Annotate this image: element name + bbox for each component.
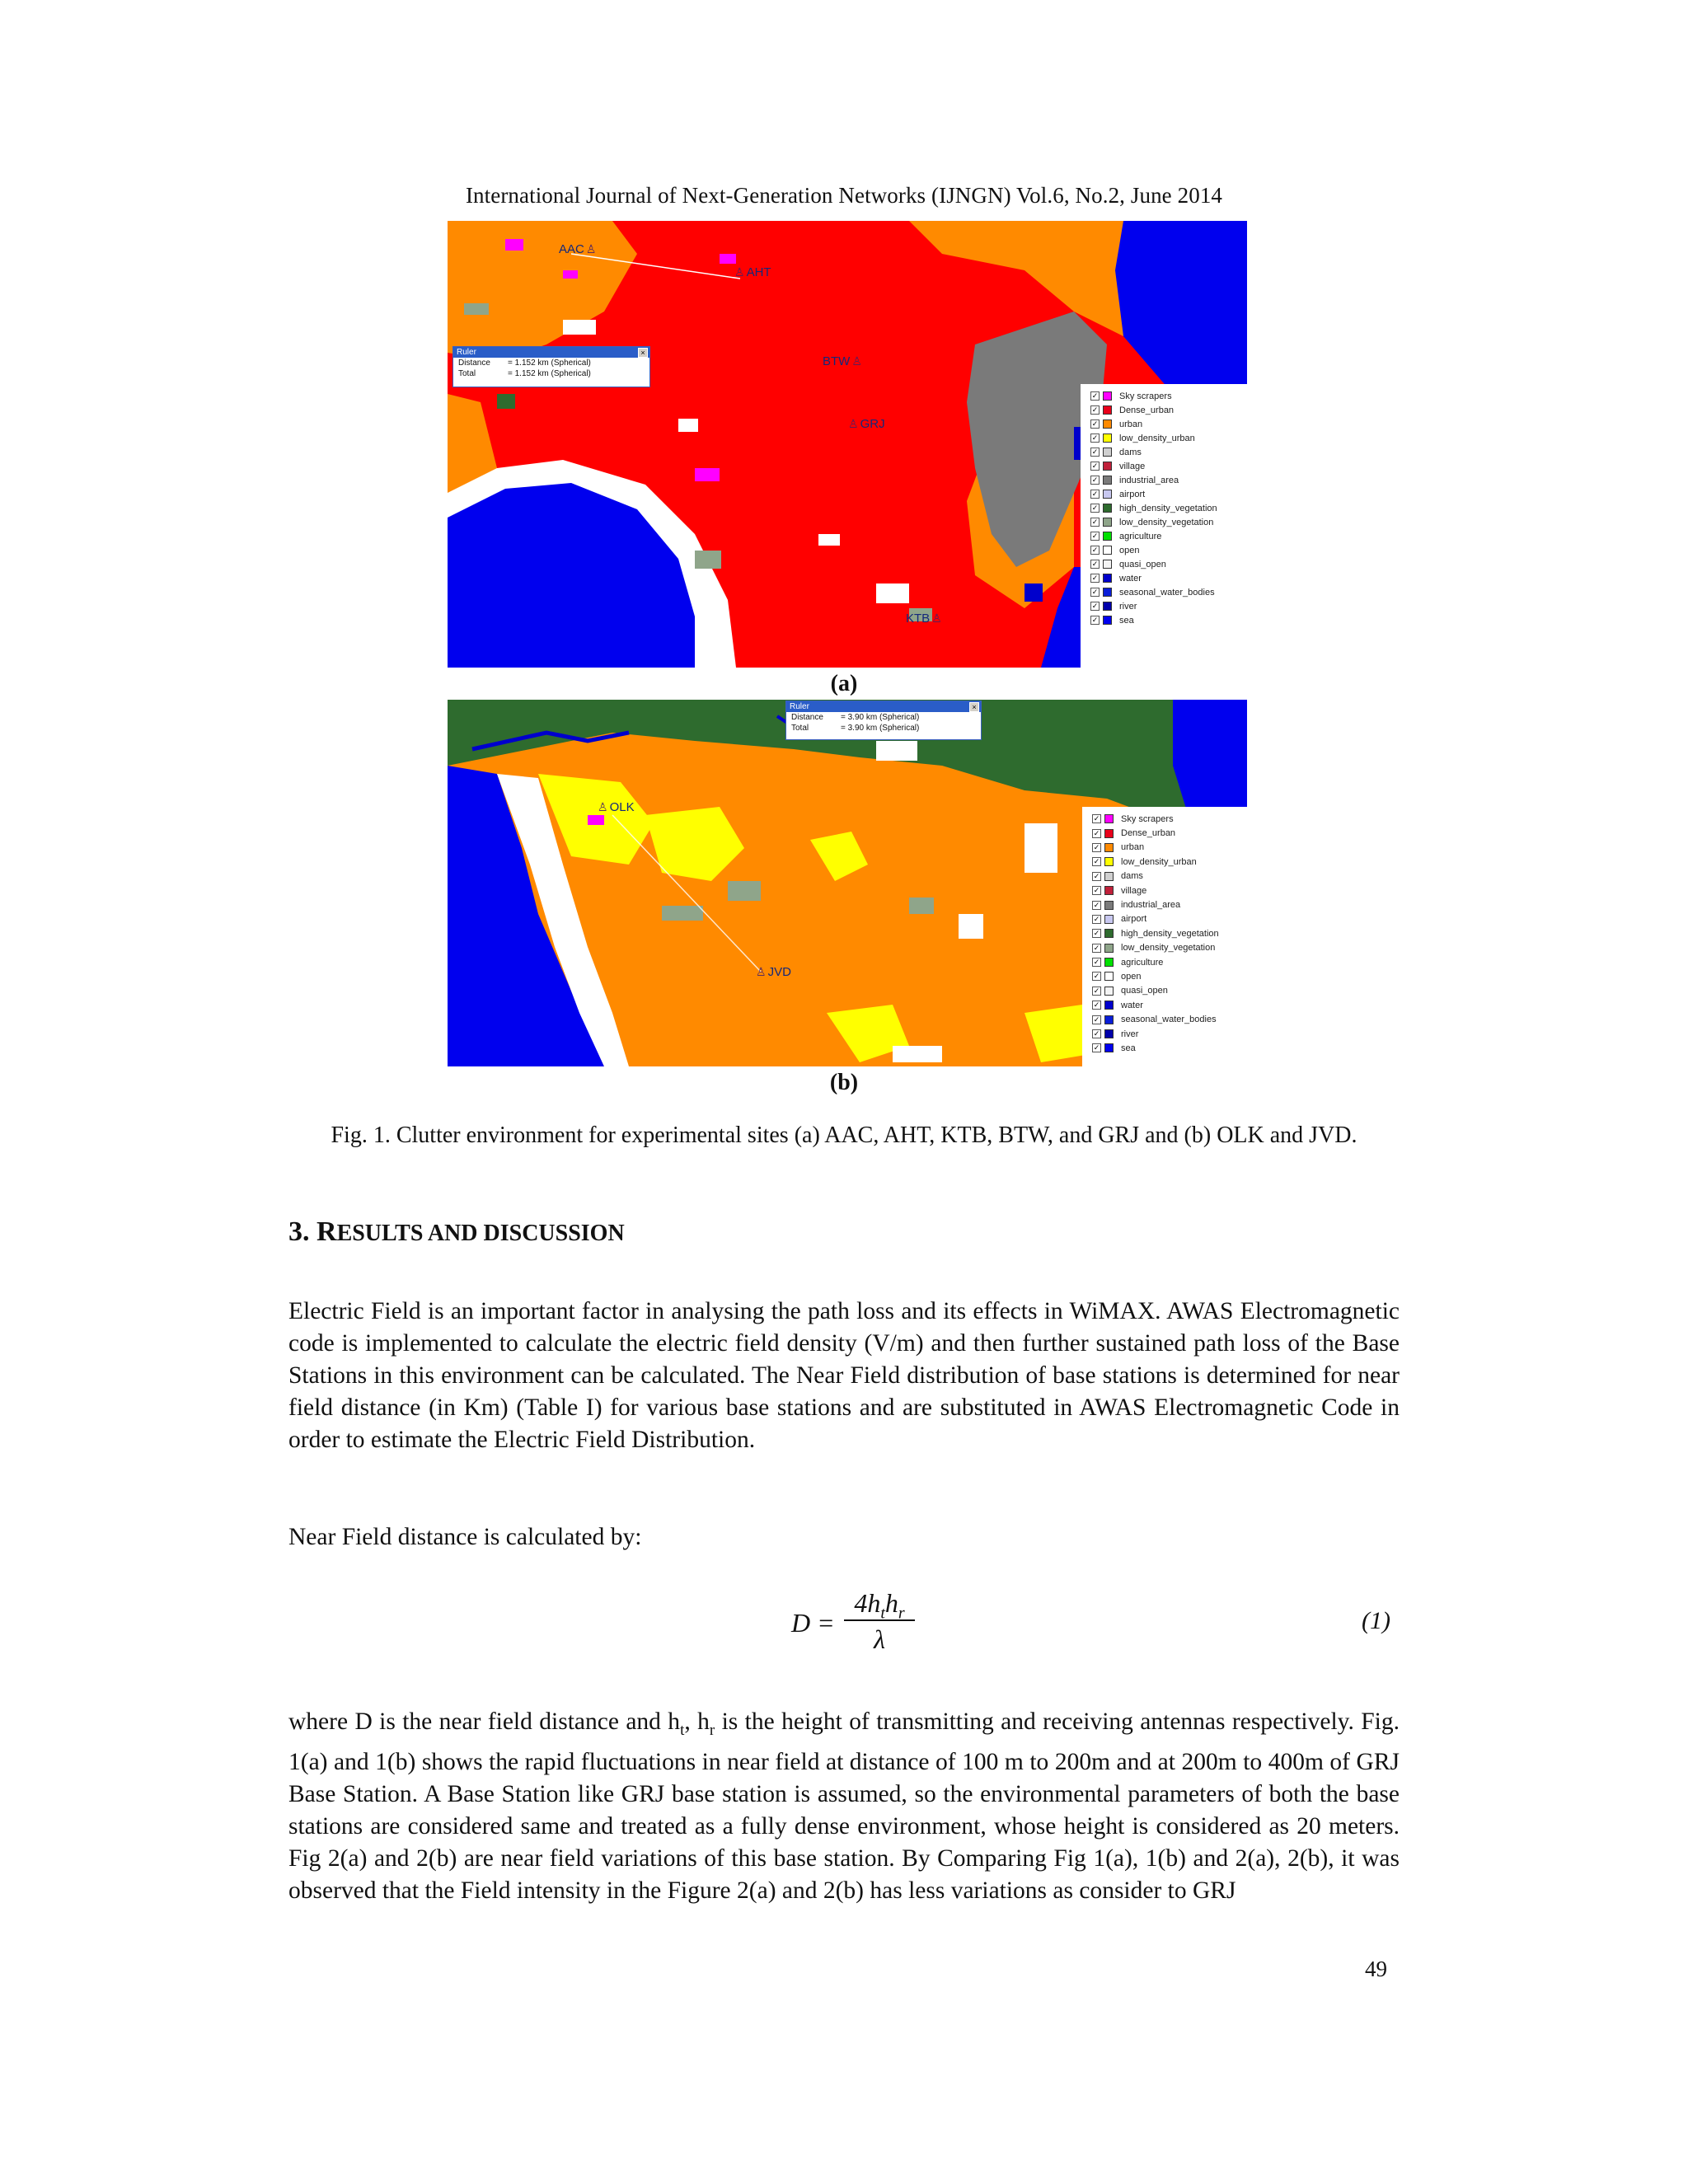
legend-swatch (1104, 972, 1114, 981)
legend-item[interactable]: ✓ seasonal_water_bodies (1093, 1015, 1217, 1025)
legend-item[interactable]: ✓ industrial_area (1091, 475, 1179, 485)
legend-swatch (1104, 915, 1114, 924)
legend-item[interactable]: ✓ quasi_open (1091, 559, 1166, 569)
checkbox-checked-icon[interactable]: ✓ (1091, 448, 1099, 456)
legend-item[interactable]: ✓ village (1093, 885, 1147, 896)
legend-item[interactable]: ✓ river (1093, 1029, 1139, 1039)
checkbox-checked-icon[interactable]: ✓ (1091, 602, 1099, 610)
legend-item[interactable]: ✓ urban (1091, 419, 1143, 429)
legend-swatch (1104, 814, 1114, 823)
legend-item[interactable]: ✓ Dense_urban (1091, 405, 1175, 415)
site-marker-ktb: KTB ♙ (906, 612, 942, 626)
legend-item[interactable]: ✓ urban (1093, 842, 1145, 853)
legend-swatch (1103, 602, 1112, 611)
checkbox-checked-icon[interactable]: ✓ (1091, 504, 1099, 512)
legend-item[interactable]: ✓ airport (1091, 489, 1146, 499)
legend-swatch (1104, 872, 1114, 881)
legend-swatch (1103, 434, 1112, 443)
checkbox-checked-icon[interactable]: ✓ (1091, 490, 1099, 498)
site-marker-olk: ♙ OLK (598, 800, 635, 814)
checkbox-checked-icon[interactable]: ✓ (1091, 532, 1099, 540)
legend-swatch (1103, 490, 1112, 499)
tower-icon: ♙ (756, 965, 767, 978)
legend-item[interactable]: ✓ seasonal_water_bodies (1091, 587, 1215, 598)
site-marker-jvd: ♙ JVD (756, 965, 791, 979)
close-icon[interactable]: × (638, 348, 648, 358)
legend-item[interactable]: ✓ agriculture (1093, 957, 1164, 968)
legend-swatch (1104, 987, 1114, 996)
legend-swatch (1103, 504, 1112, 513)
equation-near-field: D = $4h_th_r$ λ (791, 1586, 923, 1661)
legend-item[interactable]: ✓ low_density_urban (1093, 856, 1197, 867)
tower-icon: ♙ (598, 800, 608, 813)
ruler-title-bar[interactable]: Ruler × (453, 347, 649, 358)
legend-item[interactable]: ✓ Sky scrapers (1091, 391, 1172, 401)
legend-item[interactable]: ✓ Sky scrapers (1093, 813, 1174, 824)
site-marker-btw: BTW ♙ (823, 354, 862, 368)
checkbox-checked-icon[interactable]: ✓ (1093, 900, 1100, 909)
tower-icon: ♙ (931, 612, 942, 625)
legend-swatch (1104, 1001, 1114, 1010)
legend-swatch (1104, 944, 1114, 953)
legend-item[interactable]: ✓ sea (1091, 615, 1134, 626)
checkbox-checked-icon[interactable]: ✓ (1093, 842, 1100, 851)
legend-item[interactable]: ✓ quasi_open (1093, 986, 1168, 996)
paragraph-near-field-intro: Near Field distance is calculated by: (288, 1524, 642, 1550)
checkbox-checked-icon[interactable]: ✓ (1091, 476, 1099, 484)
checkbox-checked-icon[interactable]: ✓ (1093, 1043, 1100, 1052)
legend-swatch (1103, 532, 1112, 541)
checkbox-checked-icon[interactable]: ✓ (1091, 560, 1099, 568)
tower-icon: ♙ (851, 354, 862, 368)
legend-item[interactable]: ✓ village (1091, 461, 1146, 471)
site-marker-grj: ♙ GRJ (848, 417, 885, 431)
legend-item[interactable]: ✓ water (1091, 573, 1142, 583)
legend-swatch (1104, 929, 1114, 938)
checkbox-checked-icon[interactable]: ✓ (1091, 518, 1099, 526)
checkbox-checked-icon[interactable]: ✓ (1091, 419, 1099, 428)
ruler-title-bar[interactable]: Ruler × (786, 701, 981, 712)
checkbox-checked-icon[interactable]: ✓ (1093, 943, 1100, 952)
checkbox-checked-icon[interactable]: ✓ (1091, 434, 1099, 442)
section-heading: 3. RESULTS AND DISCUSSION (288, 1216, 625, 1247)
legend-item[interactable]: ✓ high_density_vegetation (1091, 503, 1217, 513)
legend-swatch (1103, 560, 1112, 569)
checkbox-checked-icon[interactable]: ✓ (1093, 1029, 1100, 1038)
legend-swatch (1103, 448, 1112, 457)
checkbox-checked-icon[interactable]: ✓ (1091, 405, 1099, 414)
legend-item[interactable]: ✓ Dense_urban (1093, 828, 1176, 839)
checkbox-checked-icon[interactable]: ✓ (1091, 616, 1099, 624)
figure-sublabel-b: (b) (829, 1070, 859, 1095)
checkbox-checked-icon[interactable]: ✓ (1093, 986, 1100, 995)
legend-item[interactable]: ✓ industrial_area (1093, 900, 1181, 911)
legend-item[interactable]: ✓ agriculture (1091, 531, 1162, 541)
legend-item[interactable]: ✓ airport (1093, 914, 1147, 925)
checkbox-checked-icon[interactable]: ✓ (1093, 1001, 1100, 1010)
paragraph-electric-field: Electric Field is an important factor in analysing the path loss and its effects in WiMAX. AWAS Electromagnetic code is implemented to calculate the electric field density (V/m) and then further sustained path loss of the Base Stations in this environment can be calculated. The Near Field distribution of base stations is determined for near field distance (in Km) (Table I) for various base stations and are substituted in AWAS Electromagnetic Code in order to estimate the Electric Field Distribution. (288, 1298, 1400, 1453)
tower-icon: ♙ (848, 417, 859, 430)
legend-item[interactable]: ✓ high_density_vegetation (1093, 928, 1219, 939)
checkbox-checked-icon[interactable]: ✓ (1091, 588, 1099, 596)
legend-swatch (1103, 546, 1112, 555)
figure-sublabel-a: (a) (830, 671, 858, 696)
legend-swatch (1104, 857, 1114, 866)
clutter-map-a (448, 221, 1247, 668)
checkbox-checked-icon[interactable]: ✓ (1093, 828, 1100, 837)
legend-swatch (1103, 419, 1112, 429)
paragraph-results: where D is the near field distance and $h_t$, $h_r$ is the height of transmitting and receiving antennas respectively. Fig. 1(a) and 1(b) shows the rapid fluctuations in near field at distance of 100 m to 200m and at 200m to 400m of GRJ Base Station. A Base Station like GRJ base station is assumed, so the environmental parameters of both the base stations are considered same and treated as a fully dense environment, whose height is considered as 20 meters. Fig 2(a) and 2(b) are near field variations of this base station. By Comparing Fig 1(a), 1(b) and 2(a), 2(b), it was observed that the Field intensity in the Figure 2(a) and 2(b) has less variations as consider to GRJ (288, 1708, 1400, 1904)
legend-swatch (1103, 616, 1112, 625)
tower-icon: ♙ (585, 242, 597, 255)
clutter-legend-a (1081, 384, 1247, 668)
equation-number: (1) (1362, 1607, 1390, 1634)
legend-item[interactable]: ✓ sea (1093, 1043, 1136, 1053)
legend-item[interactable]: ✓ open (1093, 971, 1142, 982)
checkbox-checked-icon[interactable]: ✓ (1093, 871, 1100, 880)
checkbox-checked-icon[interactable]: ✓ (1091, 546, 1099, 554)
legend-item[interactable]: ✓ river (1091, 601, 1137, 612)
checkbox-checked-icon[interactable]: ✓ (1093, 972, 1100, 981)
checkbox-checked-icon[interactable]: ✓ (1093, 886, 1100, 895)
legend-swatch (1104, 843, 1114, 852)
figure-caption: Fig. 1. Clutter environment for experimental sites (a) AAC, AHT, KTB, BTW, and GRJ and (b) OLK and JVD. (331, 1122, 1357, 1148)
legend-item[interactable]: ✓ open (1091, 545, 1140, 555)
legend-swatch (1104, 1015, 1114, 1024)
legend-swatch (1103, 405, 1112, 415)
close-icon[interactable]: × (969, 702, 979, 712)
checkbox-checked-icon[interactable]: ✓ (1093, 929, 1100, 938)
legend-swatch (1103, 476, 1112, 485)
ruler-dialog-b[interactable]: Ruler × Distance = 3.90 km (Spherical) Total = 3.90 km (Spherical) (785, 701, 982, 740)
legend-swatch (1103, 588, 1112, 597)
legend-swatch (1104, 886, 1114, 895)
legend-item[interactable]: ✓ water (1093, 1000, 1143, 1010)
checkbox-checked-icon[interactable]: ✓ (1093, 914, 1100, 923)
legend-swatch (1103, 462, 1112, 471)
checkbox-checked-icon[interactable]: ✓ (1091, 462, 1099, 470)
legend-swatch (1104, 1029, 1114, 1038)
clutter-map-b (448, 700, 1247, 1066)
tower-icon: ♙ (734, 265, 745, 279)
legend-swatch (1104, 901, 1114, 910)
legend-item[interactable]: ✓ dams (1091, 447, 1142, 457)
legend-item[interactable]: ✓ low_density_vegetation (1091, 517, 1214, 527)
checkbox-checked-icon[interactable]: ✓ (1093, 958, 1100, 967)
checkbox-checked-icon[interactable]: ✓ (1093, 857, 1100, 866)
legend-item[interactable]: ✓ dams (1093, 871, 1143, 882)
legend-swatch (1103, 574, 1112, 583)
checkbox-checked-icon[interactable]: ✓ (1093, 814, 1100, 823)
legend-swatch (1104, 829, 1114, 838)
legend-item[interactable]: ✓ low_density_vegetation (1093, 943, 1216, 954)
ruler-dialog-a[interactable]: Ruler × Distance = 1.152 km (Spherical) Total = 1.152 km (Spherical) (452, 346, 650, 387)
checkbox-checked-icon[interactable]: ✓ (1091, 574, 1099, 582)
page-number: 49 (1365, 1957, 1387, 1981)
checkbox-checked-icon[interactable]: ✓ (1093, 1015, 1100, 1024)
legend-item[interactable]: ✓ low_density_urban (1091, 433, 1195, 443)
legend-swatch (1104, 1043, 1114, 1052)
legend-swatch (1103, 391, 1112, 401)
checkbox-checked-icon[interactable]: ✓ (1091, 391, 1099, 400)
site-marker-aht: ♙ AHT (734, 265, 771, 279)
journal-header: International Journal of Next-Generation Networks (IJNGN) Vol.6, No.2, June 2014 (465, 183, 1223, 208)
site-marker-aac: AAC ♙ (559, 242, 597, 256)
legend-swatch (1103, 518, 1112, 527)
clutter-legend-b (1082, 807, 1247, 1066)
legend-swatch (1104, 958, 1114, 967)
